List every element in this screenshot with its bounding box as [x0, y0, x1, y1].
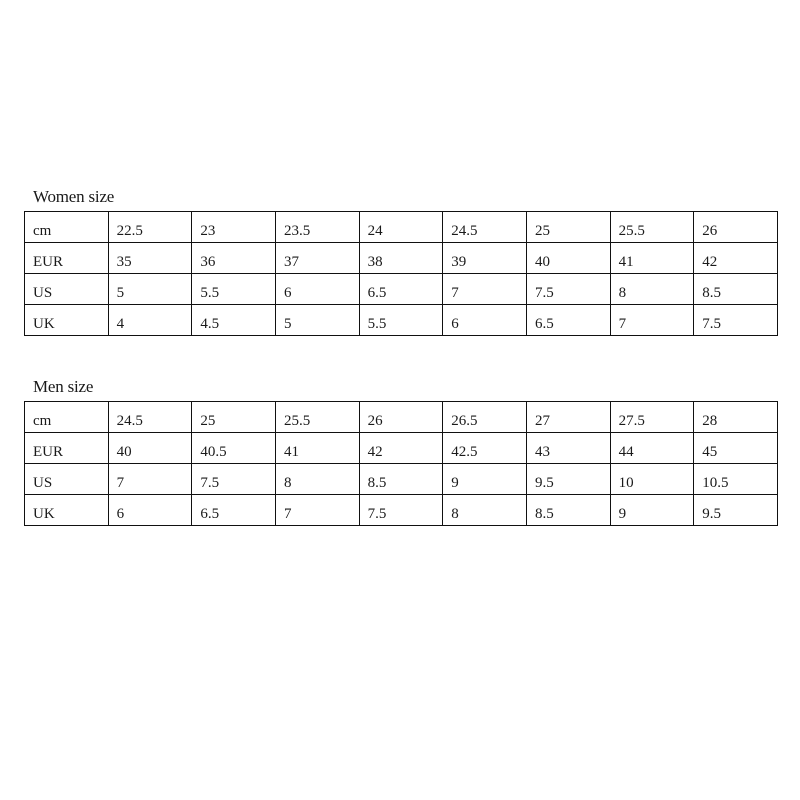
- size-value-cell: 41: [610, 243, 694, 274]
- size-value-cell: 6.5: [359, 274, 443, 305]
- size-value-cell: 8.5: [694, 274, 778, 305]
- size-value-cell: 45: [694, 433, 778, 464]
- size-value-cell: 8: [610, 274, 694, 305]
- table-row: [25, 495, 778, 526]
- size-value-cell: 25: [526, 212, 610, 243]
- size-value-cell: 5: [108, 274, 192, 305]
- size-value-cell: 10.5: [694, 464, 778, 495]
- size-value-cell: 9: [443, 464, 527, 495]
- size-value-cell: 5.5: [359, 305, 443, 336]
- row-label-cell: EUR: [25, 243, 109, 274]
- size-value-cell: 6: [108, 495, 192, 526]
- size-value-cell: 28: [694, 402, 778, 433]
- size-value-cell: 39: [443, 243, 527, 274]
- size-value-cell: 42.5: [443, 433, 527, 464]
- size-value-cell: 8.5: [359, 464, 443, 495]
- size-value-cell: 10: [610, 464, 694, 495]
- size-value-cell: 6.5: [192, 495, 276, 526]
- size-value-cell: 7.5: [694, 305, 778, 336]
- size-value-cell: 5: [275, 305, 359, 336]
- size-value-cell: 4: [108, 305, 192, 336]
- size-value-cell: 7: [108, 464, 192, 495]
- size-value-cell: 9: [610, 495, 694, 526]
- size-value-cell: 7.5: [359, 495, 443, 526]
- size-value-cell: 7.5: [526, 274, 610, 305]
- table-row: [25, 243, 778, 274]
- size-value-cell: 7.5: [192, 464, 276, 495]
- size-value-cell: 9.5: [694, 495, 778, 526]
- men-size-title: Men size: [33, 377, 94, 396]
- size-value-cell: 25: [192, 402, 276, 433]
- row-label-cell: UK: [25, 495, 109, 526]
- size-value-cell: 22.5: [108, 212, 192, 243]
- size-value-cell: 8: [443, 495, 527, 526]
- men-size-table: [24, 401, 778, 526]
- size-value-cell: 8.5: [526, 495, 610, 526]
- size-value-cell: 27.5: [610, 402, 694, 433]
- men-size-section: [24, 377, 778, 526]
- table-row: [25, 433, 778, 464]
- size-value-cell: 41: [275, 433, 359, 464]
- table-row: [25, 464, 778, 495]
- size-value-cell: 9.5: [526, 464, 610, 495]
- size-value-cell: 8: [275, 464, 359, 495]
- size-value-cell: 36: [192, 243, 276, 274]
- size-value-cell: 26: [694, 212, 778, 243]
- row-label-cell: UK: [25, 305, 109, 336]
- size-value-cell: 4.5: [192, 305, 276, 336]
- size-value-cell: 42: [694, 243, 778, 274]
- row-label-cell: US: [25, 464, 109, 495]
- size-value-cell: 27: [526, 402, 610, 433]
- women-size-table-body: [25, 212, 778, 336]
- size-value-cell: 42: [359, 433, 443, 464]
- women-size-table: [24, 211, 778, 336]
- size-value-cell: 24: [359, 212, 443, 243]
- size-value-cell: 6: [443, 305, 527, 336]
- size-value-cell: 23: [192, 212, 276, 243]
- size-value-cell: 26: [359, 402, 443, 433]
- size-value-cell: 23.5: [275, 212, 359, 243]
- size-value-cell: 7: [443, 274, 527, 305]
- row-label-cell: cm: [25, 212, 109, 243]
- size-value-cell: 25.5: [610, 212, 694, 243]
- size-value-cell: 37: [275, 243, 359, 274]
- size-value-cell: 7: [610, 305, 694, 336]
- size-value-cell: 35: [108, 243, 192, 274]
- row-label-cell: EUR: [25, 433, 109, 464]
- size-value-cell: 24.5: [443, 212, 527, 243]
- table-row: [25, 274, 778, 305]
- size-value-cell: 5.5: [192, 274, 276, 305]
- women-size-section: [24, 187, 778, 336]
- size-value-cell: 25.5: [275, 402, 359, 433]
- size-value-cell: 26.5: [443, 402, 527, 433]
- size-value-cell: 7: [275, 495, 359, 526]
- row-label-cell: cm: [25, 402, 109, 433]
- table-row: [25, 402, 778, 433]
- table-row: [25, 212, 778, 243]
- size-value-cell: 40: [526, 243, 610, 274]
- table-row: [25, 305, 778, 336]
- women-size-title: Women size: [33, 187, 115, 206]
- size-value-cell: 38: [359, 243, 443, 274]
- row-label-cell: US: [25, 274, 109, 305]
- size-value-cell: 44: [610, 433, 694, 464]
- size-value-cell: 6: [275, 274, 359, 305]
- size-value-cell: 43: [526, 433, 610, 464]
- size-value-cell: 40.5: [192, 433, 276, 464]
- men-size-table-body: [25, 402, 778, 526]
- size-value-cell: 40: [108, 433, 192, 464]
- size-value-cell: 24.5: [108, 402, 192, 433]
- size-value-cell: 6.5: [526, 305, 610, 336]
